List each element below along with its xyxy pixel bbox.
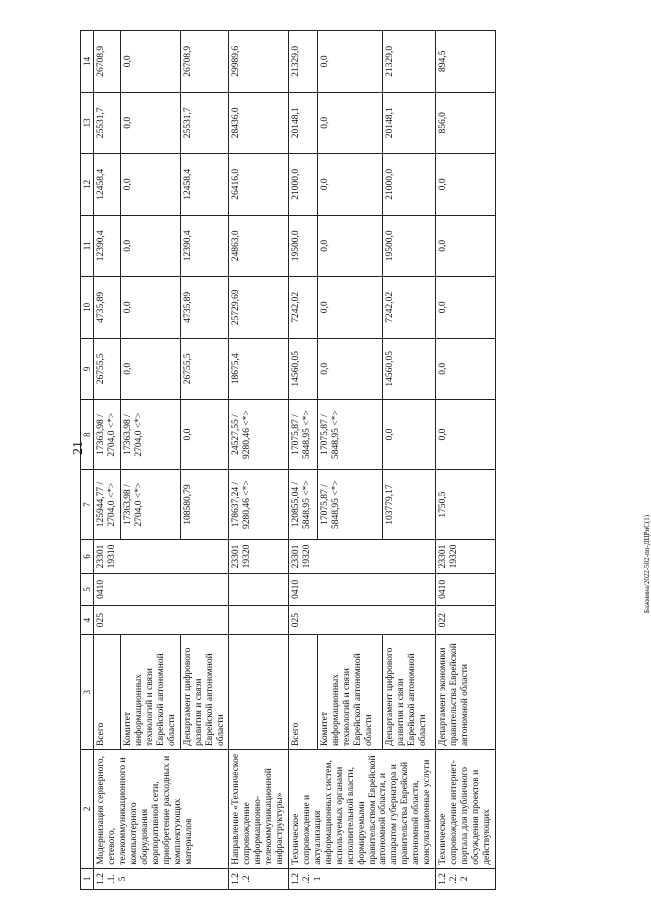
table-row [94, 31, 121, 890]
table-cell-c6: 23301 19310 [94, 540, 229, 574]
table-cell-c11: 12390,4 [180, 215, 229, 277]
table-cell-c5: 0410 [436, 574, 496, 606]
table-cell-c9: 14560,05 [289, 338, 318, 400]
table-cell-c6: 23301 19320 [436, 540, 496, 574]
table-cell-c14: 21329,0 [383, 31, 436, 93]
table-cell-c8: 0,0 [436, 400, 496, 470]
table-cell-exec: Департамент цифрового развития и связи Еврейской автономной области [383, 635, 436, 750]
table-cell-c9: 0,0 [318, 338, 383, 400]
table-cell-c6: 23301 19320 [229, 540, 289, 574]
table-cell-c11: 24863,0 [229, 215, 289, 277]
footer-file-id: Бажмина/2022-502-пп-ДЦРиС(1) [643, 514, 651, 614]
table-cell-c12: 26416,0 [229, 154, 289, 216]
column-number-header: 13 [81, 92, 94, 154]
table-cell-no: 1.2.2.1 [289, 868, 436, 889]
table-cell-c4: 022 [436, 605, 496, 635]
column-number-header: 12 [81, 154, 94, 216]
table-cell-c14: 26708,9 [94, 31, 121, 93]
table-cell-c4 [229, 605, 289, 635]
table-cell-c8: 0,0 [383, 400, 436, 470]
table-row [289, 31, 318, 890]
table-cell-c12: 0,0 [436, 154, 496, 216]
table-cell-c8: 17075,87 / 5848,95 <*> [318, 400, 383, 470]
table-cell-c12: 0,0 [121, 154, 181, 216]
table-cell-c12: 21000,0 [289, 154, 318, 216]
column-number-header: 7 [81, 470, 94, 540]
table-cell-c7: 103779,17 [383, 470, 436, 540]
table-cell-name: Техническое сопровождение интернет-портала для публичного обсуждения проектов и действующих [436, 750, 496, 869]
table-cell-exec: Департамент цифрового развития и связи Еврейской автономной области [180, 635, 229, 750]
column-number-header: 1 [81, 868, 94, 889]
table-cell-c10: 7242,02 [289, 277, 318, 339]
table-cell-c4: 025 [94, 605, 229, 635]
column-number-header: 2 [81, 750, 94, 869]
column-number-header: 5 [81, 574, 94, 606]
column-number-header: 11 [81, 215, 94, 277]
table-cell-c7: 108580,79 [180, 470, 229, 540]
table-cell-c7: 17075,87 / 5848,95 <*> [318, 470, 383, 540]
table-cell-c10: 25729,69 [229, 277, 289, 339]
table-cell-exec: Департамент экономики правительства Еврейской автономной области [436, 635, 496, 750]
table-cell-c11: 0,0 [436, 215, 496, 277]
table-cell-c7: 120855,04 / 5848,95 <*> [289, 470, 318, 540]
page-number: 21 [71, 441, 86, 455]
table-cell-c8: 24527,55 / 9280,46 <*> [229, 400, 289, 470]
table-cell-c5 [229, 574, 289, 606]
table-cell-c10: 4735,89 [94, 277, 121, 339]
table-cell-c13: 0,0 [121, 92, 181, 154]
table-cell-c13: 20148,1 [383, 92, 436, 154]
table-cell-c9: 26755,5 [180, 338, 229, 400]
table-body [94, 31, 495, 890]
table-cell-c14: 26708,9 [180, 31, 229, 93]
table-cell-c10: 0,0 [436, 277, 496, 339]
column-number-header: 9 [81, 338, 94, 400]
table-cell-c9: 14560,05 [383, 338, 436, 400]
table-cell-no: 1.2.2 [229, 868, 289, 889]
table-cell-c9: 18675,4 [229, 338, 289, 400]
table-cell-c8: 17075,87 / 5848,95 <*> [289, 400, 318, 470]
table-cell-c9: 26755,5 [94, 338, 121, 400]
table-row [229, 31, 289, 890]
table-cell-c13: 20148,1 [289, 92, 318, 154]
table-cell-exec: Всего [94, 635, 121, 750]
column-number-header: 3 [81, 635, 94, 750]
budget-table-rotated [80, 30, 610, 890]
table-cell-c11: 12390,4 [94, 215, 121, 277]
table-cell-c12: 12458,4 [94, 154, 121, 216]
table-cell-c11: 0,0 [121, 215, 181, 277]
table-cell-c6: 23301 19320 [289, 540, 436, 574]
table-cell-exec: Комитет информационных технологий и связи Еврейской автономной области [318, 635, 383, 750]
table-cell-c5: 0410 [289, 574, 436, 606]
table-cell-no: 1.2.2.2 [436, 868, 496, 889]
table-cell-name: Модернизация серверного, сетевого, телекоммуникационного и компьютерного оборудования корпоративной сети, приобретение расходных и комплектующих материалов [94, 750, 229, 869]
table-cell-c8: 0,0 [180, 400, 229, 470]
table-cell-c11: 19500,0 [383, 215, 436, 277]
table-cell-c13: 25531,7 [94, 92, 121, 154]
column-number-header: 6 [81, 540, 94, 574]
table-cell-c14: 29989,6 [229, 31, 289, 93]
table-cell-exec: Комитет информационных технологий и связи Еврейской автономной области [121, 635, 181, 750]
table-cell-c9: 0,0 [121, 338, 181, 400]
column-number-header: 10 [81, 277, 94, 339]
table-cell-c13: 25531,7 [180, 92, 229, 154]
table-cell-c14: 21329,0 [289, 31, 318, 93]
table-cell-c14: 0,0 [121, 31, 181, 93]
table-cell-c11: 19500,0 [289, 215, 318, 277]
table-cell-c12: 21000,0 [383, 154, 436, 216]
table-header-row [81, 31, 94, 890]
table-cell-c10: 0,0 [318, 277, 383, 339]
table-cell-name: Направление «Техническое сопровождение информационно-телекоммуникационной инфраструктуры» [229, 750, 289, 869]
table-cell-exec: Всего [289, 635, 318, 750]
table-cell-name: Техническое сопровождение и актуализация информационных систем, используемых органами исполнительной власти, формируемыми правительством Еврейской автономной области, и аппаратом губернатора и правительства Еврейской автономной области, консультационные услуги [289, 750, 436, 869]
column-number-header: 8 [81, 400, 94, 470]
table-cell-c5: 0410 [94, 574, 229, 606]
table-cell-c13: 28436,0 [229, 92, 289, 154]
table-cell-c14: 894,5 [436, 31, 496, 93]
column-number-header: 14 [81, 31, 94, 93]
table-cell-c10: 4735,89 [180, 277, 229, 339]
table-cell-c4: 025 [289, 605, 436, 635]
table-cell-no: 1.2.1.5 [94, 868, 229, 889]
table-cell-c12: 12458,4 [180, 154, 229, 216]
table-cell-c12: 0,0 [318, 154, 383, 216]
table-cell-c8: 17363,98 / 2704,0 <*> [94, 400, 121, 470]
table-cell-c13: 0,0 [318, 92, 383, 154]
table-cell-c7: 178637,24 / 9280,46 <*> [229, 470, 289, 540]
table-cell-c11: 0,0 [318, 215, 383, 277]
table-cell-c10: 0,0 [121, 277, 181, 339]
column-number-header: 4 [81, 605, 94, 635]
table-cell-c8: 17363,98 / 2704,0 <*> [121, 400, 181, 470]
table-cell-c9: 0,0 [436, 338, 496, 400]
table-cell-c7: 1750,5 [436, 470, 496, 540]
table-row [436, 31, 496, 890]
table-cell-c7: 17363,98 / 2704,0 <*> [121, 470, 181, 540]
table-cell-c14: 0,0 [318, 31, 383, 93]
table-cell-c7: 125944,77 / 2704,0 <*> [94, 470, 121, 540]
table-cell-c13: 856,0 [436, 92, 496, 154]
budget-table [80, 30, 496, 890]
table-cell-exec [229, 635, 289, 750]
table-cell-c10: 7242,02 [383, 277, 436, 339]
